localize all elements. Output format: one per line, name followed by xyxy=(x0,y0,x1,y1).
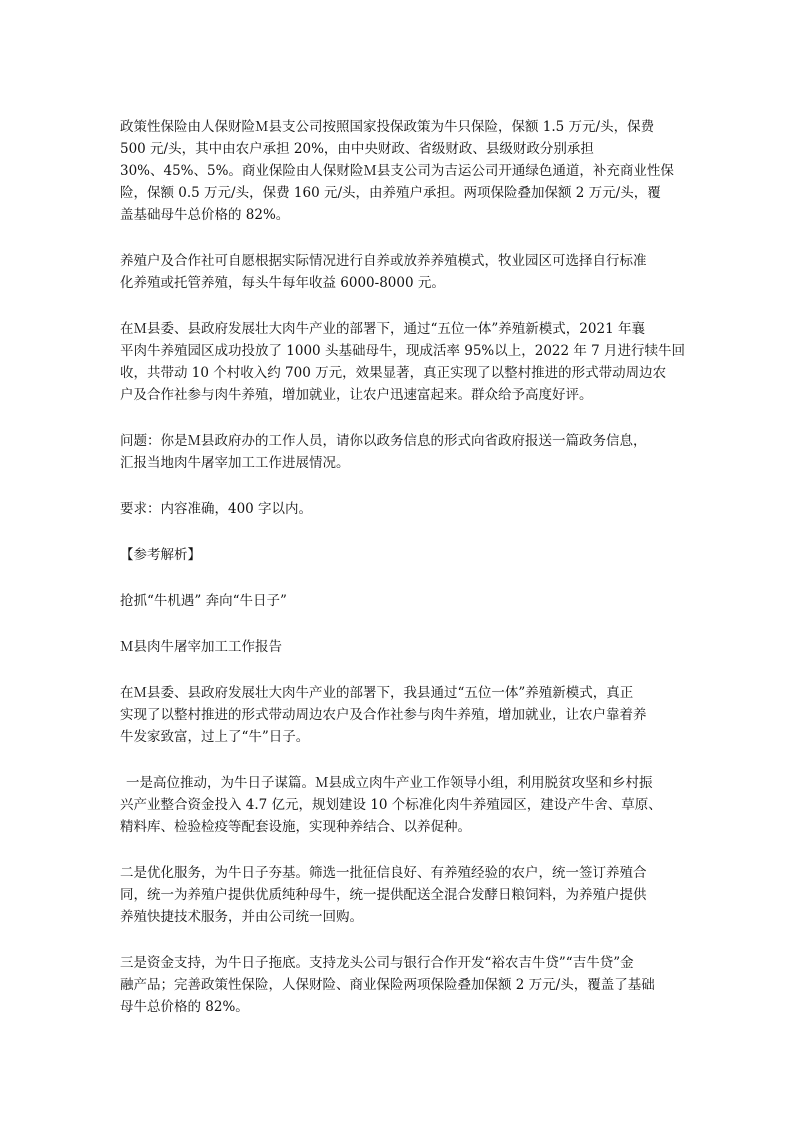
answer-title xyxy=(120,590,676,612)
text-line: 母牛总价格的 82%。 xyxy=(120,999,249,1015)
text-line: 政策性保险由人保财险Ｍ县支公司按照国家投保政策为牛只保险，保额 1.5 万元/头，保费 xyxy=(120,119,655,135)
paragraph-requirement xyxy=(120,498,676,520)
text-line: 在Ｍ县委、县政府发展壮大肉牛产业的部署下，通过“五位一体”养殖新模式，2021 年襄 xyxy=(120,321,645,337)
text-line: 险，保额 0.5 万元/头，保费 160 元/头，由养殖户承担。两项保险叠加保额 2 万元/头，覆 xyxy=(120,185,661,201)
text-line: 二是优化服务，为牛日子夯基。筛选一批征信良好、有养殖经验的农户，统一签订养殖合 xyxy=(120,865,647,881)
text-line: 抢抓“牛机遇” 奔向“牛日子” xyxy=(120,593,287,609)
text-line: 一是高位推动，为牛日子谋篇。Ｍ县成立肉牛产业工作领导小组，利用脱贫攻坚和乡村振 xyxy=(126,775,653,791)
document-page xyxy=(120,116,686,1018)
text-line: 500 元/头，其中由农户承担 20%，由中央财政、省级财政、县级财政分别承担 xyxy=(120,141,594,157)
text-line: 在Ｍ县委、县政府发展壮大肉牛产业的部署下，我县通过“五位一体”养殖新模式，真正 xyxy=(120,685,634,701)
text-line: 户及合作社参与肉牛养殖，增加就业，让农户迅速富起来。群众给予高度好评。 xyxy=(120,387,593,403)
paragraph-answer-intro xyxy=(120,682,676,748)
text-line: 【参考解析】 xyxy=(120,547,201,563)
text-line: 同，统一为养殖户提供优质纯种母牛，统一提供配送全混合发酵日粮饲料，为养殖户提供 xyxy=(120,887,647,903)
paragraph-point-three xyxy=(120,952,676,1018)
paragraph-question xyxy=(120,430,676,474)
answer-subtitle xyxy=(120,636,676,658)
text-line: 牛发家致富，过上了“牛”日子。 xyxy=(120,729,310,745)
text-line: 精料库、检验检疫等配套设施，实现种养结合、以养促种。 xyxy=(120,819,471,835)
paragraph-breeding-mode xyxy=(120,250,676,294)
text-line: 养殖户及合作社可自愿根据实际情况进行自养或放养养殖模式，牧业园区可选择自行标准 xyxy=(120,253,647,269)
text-line: 要求：内容准确，400 字以内。 xyxy=(120,501,313,517)
text-line: Ｍ县肉牛屠宰加工工作报告 xyxy=(120,639,282,655)
paragraph-point-one xyxy=(120,772,676,838)
text-line: 化养殖或托管养殖，每头牛每年收益 6000-8000 元。 xyxy=(120,275,445,291)
text-line: 30%、45%、5%。商业保险由人保财险Ｍ县支公司为吉运公司开通绿色通道，补充商业性保 xyxy=(120,163,674,179)
text-line: 盖基础母牛总价格的 82%。 xyxy=(120,207,290,223)
paragraph-five-in-one xyxy=(120,318,686,406)
paragraph-policy-insurance xyxy=(120,116,676,226)
text-line: 兴产业整合资金投入 4.7 亿元，规划建设 10 个标准化肉牛养殖园区，建设产牛舍、草原、 xyxy=(120,797,662,813)
paragraph-point-two xyxy=(120,862,676,928)
text-line: 三是资金支持，为牛日子拖底。支持龙头公司与银行合作开发“裕农吉牛贷”“吉牛贷”金 xyxy=(120,955,634,971)
text-line: 汇报当地肉牛屠宰加工工作进展情况。 xyxy=(120,455,350,471)
analysis-heading xyxy=(120,544,676,566)
text-line: 融产品；完善政策性保险，人保财险、商业保险两项保险叠加保额 2 万元/头，覆盖了基础 xyxy=(120,977,655,993)
text-line: 养殖快捷技术服务，并由公司统一回购。 xyxy=(120,909,363,925)
text-line: 问题：你是Ｍ县政府办的工作人员，请你以政务信息的形式向省政府报送一篇政务信息， xyxy=(120,433,647,449)
text-line: 收，共带动 10 个村收入约 700 万元，效果显著，真正实现了以整村推进的形式带动周边农 xyxy=(120,365,667,381)
text-line: 实现了以整村推进的形式带动周边农户及合作社参与肉牛养殖，增加就业，让农户靠着养 xyxy=(120,707,647,723)
text-line: 平肉牛养殖园区成功投放了 1000 头基础母牛，现成活率 95%以上，2022 年 7 月进行犊牛回 xyxy=(120,343,686,359)
